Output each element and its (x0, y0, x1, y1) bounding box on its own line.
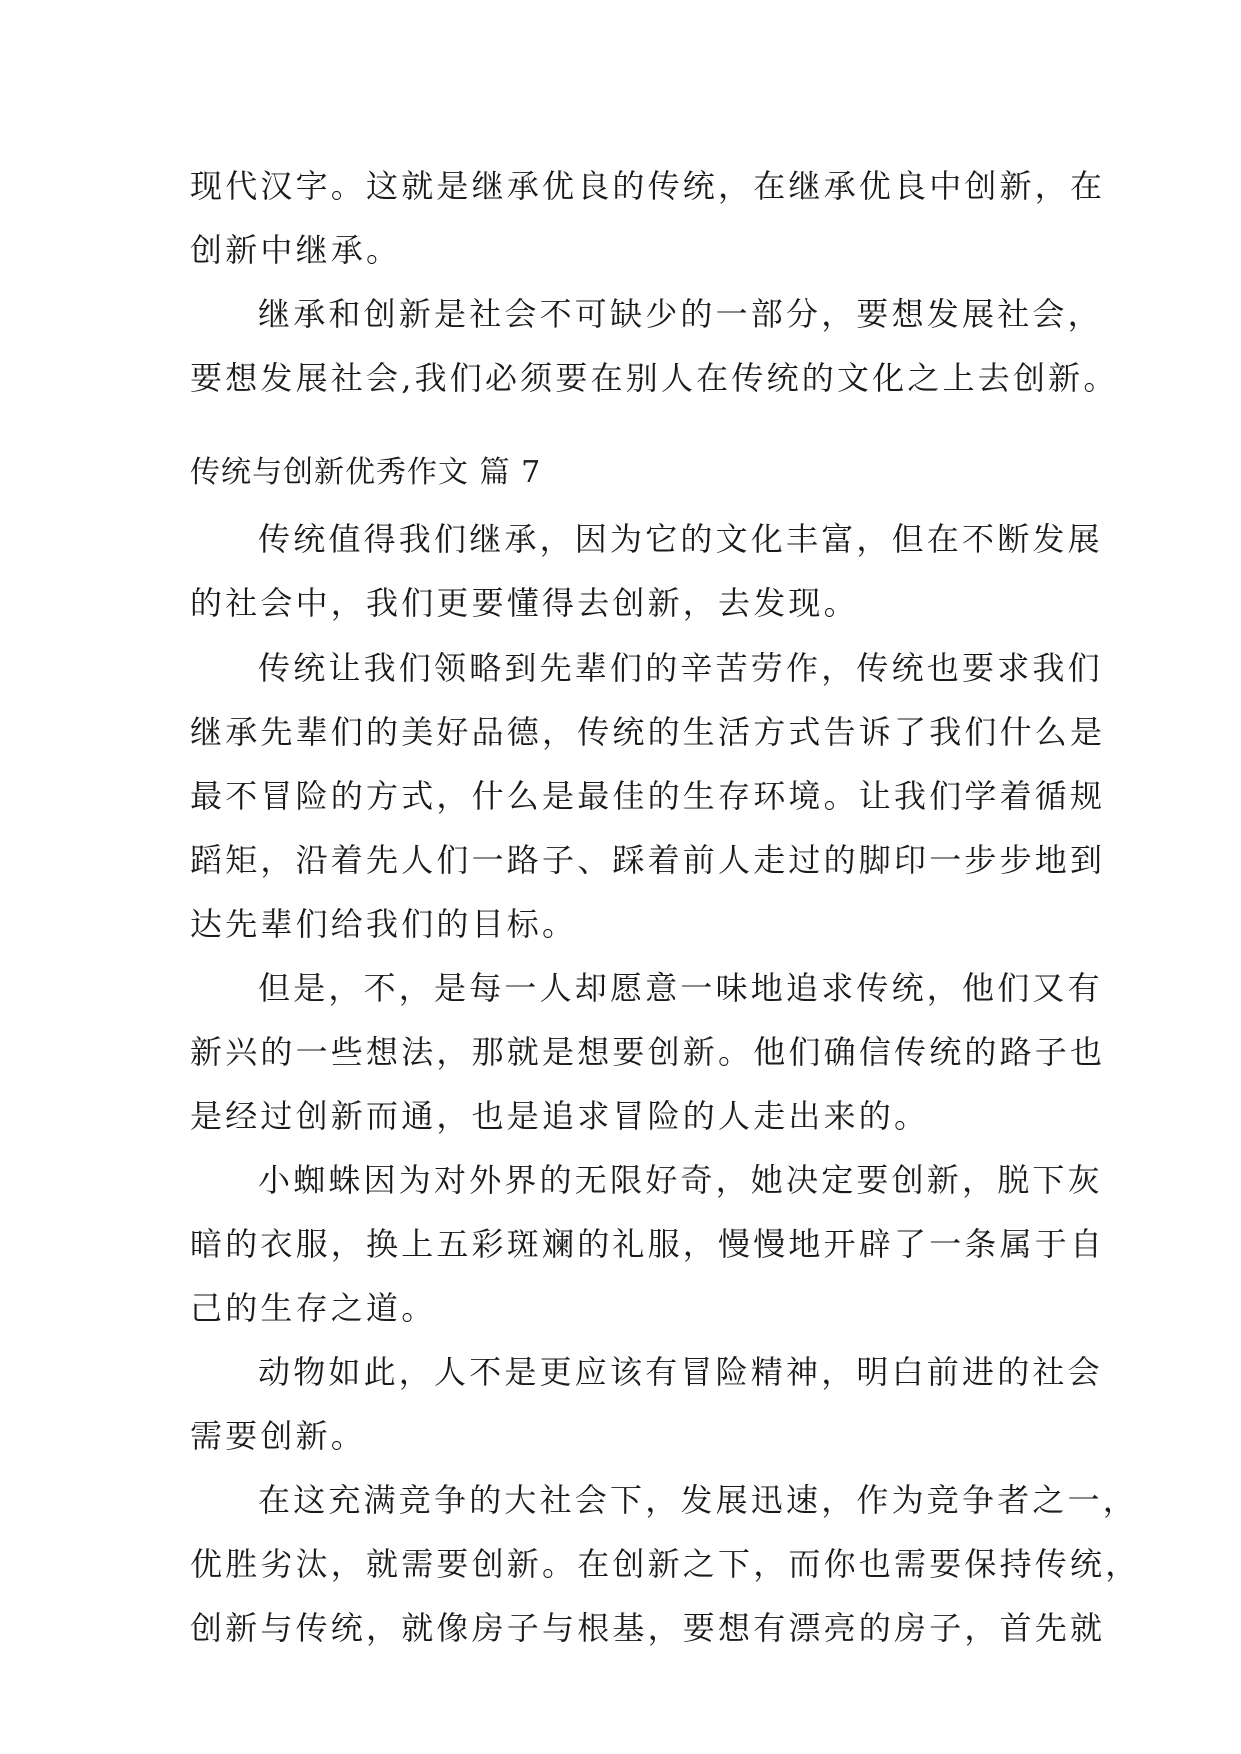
text-line: 创新中继承。 (190, 231, 402, 269)
text-line: 是经过创新而通，也是追求冒险的人走出来的。 (190, 1097, 930, 1135)
text-line: 己的生存之道。 (190, 1289, 437, 1327)
paragraph-first-line: 传统值得我们继承，因为它的文化丰富，但在不断发展 (258, 520, 1103, 558)
text-line: 继承先辈们的美好品德，传统的生活方式告诉了我们什么是 (190, 713, 1106, 751)
section-heading: 传统与创新优秀作文 篇 7 (190, 455, 542, 490)
text-line: 达先辈们给我们的目标。 (190, 905, 578, 943)
paragraph-first-line: 动物如此，人不是更应该有冒险精神，明白前进的社会 (258, 1353, 1103, 1391)
text-line: 要想发展社会,我们必须要在别人在传统的文化之上去创新。 (190, 359, 1119, 397)
text-line: 创新与传统，就像房子与根基，要想有漂亮的房子，首先就 (190, 1609, 1106, 1647)
paragraph-first-line: 在这充满竞争的大社会下，发展迅速，作为竞争者之一， (258, 1481, 1139, 1519)
paragraph-first-line: 小蜘蛛因为对外界的无限好奇，她决定要创新，脱下灰 (258, 1161, 1103, 1199)
text-line: 现代汉字。这就是继承优良的传统，在继承优良中创新，在 (190, 167, 1106, 205)
text-line: 暗的衣服，换上五彩斑斓的礼服，慢慢地开辟了一条属于自 (190, 1225, 1106, 1263)
text-line: 优胜劣汰，就需要创新。在创新之下，而你也需要保持传统， (190, 1545, 1141, 1583)
paragraph-first-line: 但是，不，是每一人却愿意一味地追求传统，他们又有 (258, 969, 1103, 1007)
text-line: 新兴的一些想法，那就是想要创新。他们确信传统的路子也 (190, 1033, 1106, 1071)
text-line: 的社会中，我们更要懂得去创新，去发现。 (190, 584, 859, 622)
text-line: 需要创新。 (190, 1417, 367, 1455)
text-line: 最不冒险的方式，什么是最佳的生存环境。让我们学着循规 (190, 777, 1106, 815)
text-line: 蹈矩，沿着先人们一路子、踩着前人走过的脚印一步步地到 (190, 841, 1106, 879)
paragraph-first-line: 传统让我们领略到先辈们的辛苦劳作，传统也要求我们 (258, 649, 1103, 687)
paragraph-first-line: 继承和创新是社会不可缺少的一部分，要想发展社会， (258, 295, 1103, 333)
